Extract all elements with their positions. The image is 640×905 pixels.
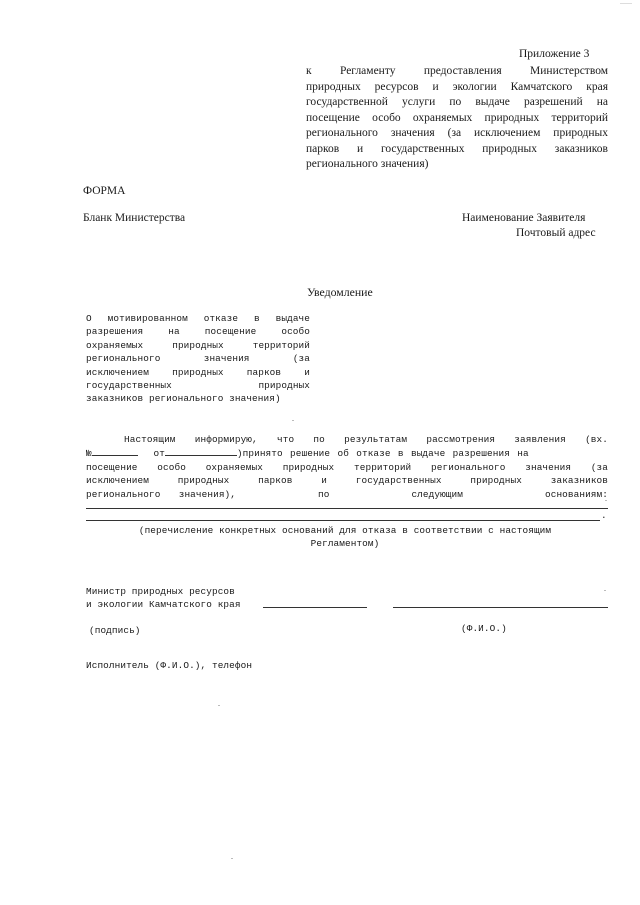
signature-caption: (подпись) — [89, 625, 141, 636]
form-label: ФОРМА — [83, 185, 126, 197]
body-word: значения), — [178, 488, 236, 500]
minister-title-line: Министр природных ресурсов — [86, 586, 235, 597]
subject-line: разрешения на посещение особо — [86, 326, 310, 338]
fio-line[interactable] — [393, 607, 608, 608]
subject-line: охраняемых природных территорий — [86, 339, 310, 351]
from-word: от — [153, 448, 165, 460]
subject-line: регионального значения (за — [86, 353, 310, 365]
application-date-blank[interactable] — [165, 446, 237, 456]
caption-line: (перечисление конкретных оснований для отказа в соответствии с настоящим — [138, 525, 552, 536]
appendix-text — [306, 64, 608, 173]
grounds-period: . — [601, 510, 607, 521]
body-line — [86, 488, 608, 501]
subject-line: исключением природных парков и — [86, 366, 310, 378]
subject-line: заказников регионального значения) — [86, 393, 281, 405]
body-word: следующим — [411, 488, 463, 500]
body-word: основаниям: — [545, 488, 608, 500]
notice-title: Уведомление — [307, 285, 373, 299]
appendix-line: к Регламенту предоставления Министерством — [306, 65, 608, 77]
appendix-line: посещение особо охраняемых природных территорий — [306, 111, 608, 124]
subject-line: О мотивированном отказе в выдаче — [86, 313, 310, 324]
minister-title-line: и экологии Камчатского края — [86, 599, 241, 610]
ministry-blank-label: Бланк Министерства — [83, 212, 186, 224]
body-word: по — [318, 488, 330, 500]
grounds-caption — [86, 524, 604, 550]
body-line: Настоящим информирую, что по результатам рассмотрения заявления (вх. — [124, 434, 608, 445]
grounds-line[interactable] — [86, 508, 608, 509]
appendix-line: природных ресурсов и экологии Камчатского края — [306, 80, 608, 93]
subject-line: государственных природных — [86, 380, 310, 392]
minister-title — [86, 585, 241, 611]
decision-text: )принято решение об отказе в выдаче разрешения на — [236, 448, 529, 460]
applicant-name-label: Наименование Заявителя — [462, 212, 586, 224]
body-line: посещение особо охраняемых природных территорий регионального значения (за — [86, 461, 608, 473]
fio-caption: (Ф.И.О.) — [461, 623, 507, 634]
appendix-line: регионального значения (за исключением природных — [306, 127, 608, 139]
grounds-line[interactable] — [86, 520, 600, 521]
application-number-blank[interactable] — [92, 446, 138, 456]
appendix-title: Приложение 3 — [519, 48, 590, 60]
appendix-line: регионального значения) — [306, 158, 429, 170]
body-line: исключением природных парков и государственных природных заказников — [86, 475, 608, 487]
executor-label: Исполнитель (Ф.И.О.), телефон — [86, 660, 253, 671]
notice-body — [86, 433, 608, 501]
appendix-line: парков и государственных природных заказников — [306, 142, 608, 155]
appendix-line: государственной услуги по выдаче разрешений на — [306, 96, 608, 108]
applicant-address-label: Почтовый адрес — [516, 227, 596, 239]
signature-line[interactable] — [263, 607, 367, 608]
notice-subject — [86, 312, 310, 406]
number-sign: № — [86, 448, 92, 460]
caption-line: Регламентом) — [310, 538, 380, 549]
body-line-number-date — [86, 446, 608, 460]
body-word: регионального — [86, 488, 161, 500]
